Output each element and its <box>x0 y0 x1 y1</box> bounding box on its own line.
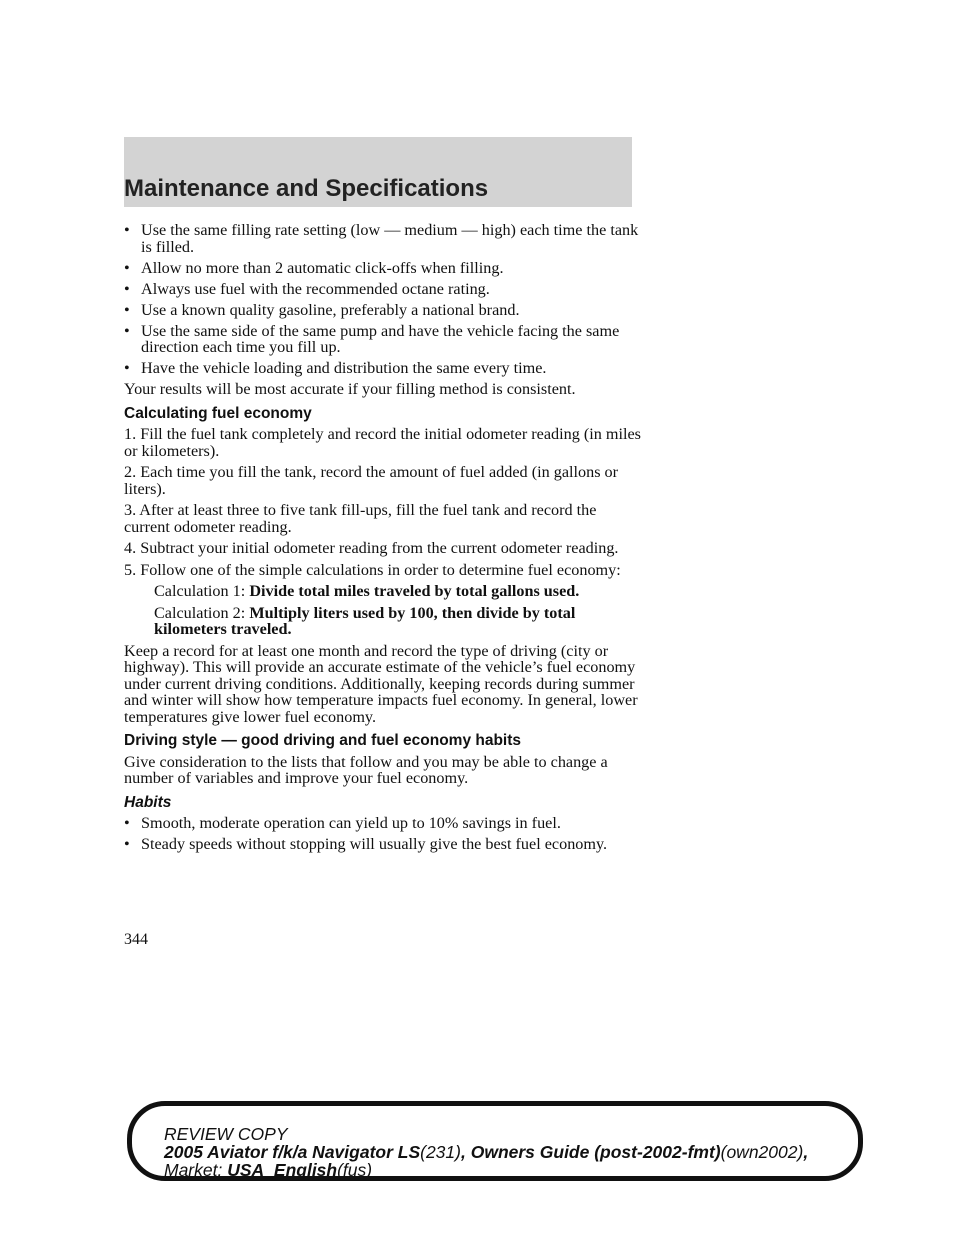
list-item: • Smooth, moderate operation can yield up to 10% savings in fuel. <box>124 814 561 832</box>
page-number: 344 <box>124 931 148 948</box>
bullet-icon: • <box>124 300 130 319</box>
bullet-icon: • <box>124 258 130 277</box>
record-note: Keep a record for at least one month and record the type of driving (city or highway). This will provide an accurate estimate of the vehicle’s fuel economy under current driving conditions. Additionally, keeping records during summer and winter will show how temperature impacts fuel economy. In general, lower temperatures give lower fuel economy. <box>124 641 638 726</box>
list-item: • Have the vehicle loading and distribution the same every time. <box>124 359 547 377</box>
bullet-icon: • <box>124 359 130 377</box>
calc-step: 5. Follow one of the simple calculations in order to determine fuel economy: <box>124 560 621 579</box>
review-copy-label: REVIEW COPY <box>164 1124 288 1144</box>
calculation-1 <box>124 583 644 600</box>
document-id-line: 2005 Aviator f/k/a Navigator LS(231), Owners Guide (post-2002-fmt)(own2002), <box>164 1142 809 1162</box>
section-title: Maintenance and Specifications <box>124 175 489 202</box>
list-item: • Always use fuel with the recommended octane rating. <box>124 279 490 298</box>
bullet-icon: • <box>124 321 130 340</box>
bullet-icon: • <box>124 279 130 298</box>
calc-step: 4. Subtract your initial odometer reading from the current odometer reading. <box>124 539 619 557</box>
page-body <box>124 222 644 857</box>
calc-formula: Multiply liters used by 100, then divide by total kilometers traveled. <box>154 603 576 638</box>
results-note: Your results will be most accurate if your filling method is consistent. <box>124 380 576 398</box>
habits-subheading: Habits <box>124 793 172 811</box>
market-line: Market: USA_English(fus) <box>164 1160 373 1180</box>
bullet-icon: • <box>124 221 130 239</box>
calc-label: Calculation 2: <box>154 603 250 622</box>
bullet-icon: • <box>124 814 130 832</box>
driving-heading: Driving style — good driving and fuel economy habits <box>124 732 522 749</box>
calc-step: 3. After at least three to five tank fill-ups, fill the fuel tank and record the current odometer reading. <box>124 501 597 536</box>
calc-step: 1. Fill the fuel tank completely and record the initial odometer reading (in miles or kilometers). <box>124 425 641 460</box>
calculation-2 <box>124 605 644 638</box>
list-item: • Steady speeds without stopping will usually give the best fuel economy. <box>124 835 608 853</box>
list-item: • Allow no more than 2 automatic click-offs when filling. <box>124 258 504 277</box>
calc-heading: Calculating fuel economy <box>124 404 312 422</box>
list-item: • Use the same filling rate setting (low — medium — high) each time the tank is filled. <box>124 221 639 256</box>
calc-label: Calculation 1: <box>154 582 250 600</box>
driving-intro: Give consideration to the lists that follow and you may be able to change a number of variables and improve your fuel economy. <box>124 752 608 787</box>
list-item: • Use a known quality gasoline, preferably a national brand. <box>124 300 520 319</box>
review-copy-text <box>164 1125 808 1179</box>
calc-formula: Divide total miles traveled by total gallons used. <box>249 582 580 600</box>
bullet-icon: • <box>124 835 130 853</box>
list-item: • Use the same side of the same pump and have the vehicle facing the same direction each time you fill up. <box>124 321 620 356</box>
calc-step: 2. Each time you fill the tank, record the amount of fuel added (in gallons or liters). <box>124 463 619 498</box>
